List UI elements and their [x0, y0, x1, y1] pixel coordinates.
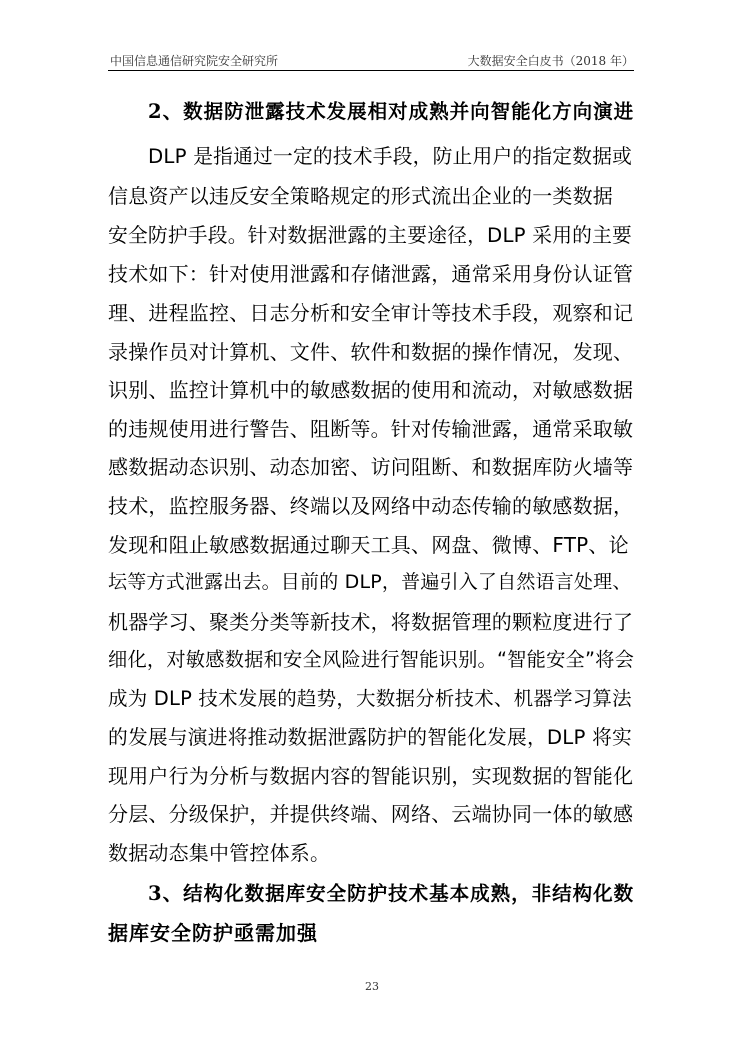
paragraph-line: 坛等方式泄露出去。目前的 DLP，普遍引入了自然语言处理、: [108, 571, 632, 593]
paragraph-line: 理、进程监控、日志分析和安全审计等技术手段，观察和记: [108, 301, 634, 325]
page-number: 23: [365, 980, 379, 993]
header-document-title: 大数据安全白皮书（2018 年）: [467, 54, 634, 68]
section-3-heading-line-2: 据库安全防护亟需加强: [108, 921, 318, 945]
section-3-heading-line-1: 3、结构化数据库安全防护技术基本成熟，非结构化数: [148, 882, 635, 905]
paragraph-line: 信息资产以违反安全策略规定的形式流出企业的一类数据: [108, 184, 613, 208]
paragraph-line: 技术，监控服务器、终端以及网络中动态传输的敏感数据，: [108, 494, 634, 518]
paragraph-line: 成为 DLP 技术发展的趋势，大数据分析技术、机器学习算法: [108, 687, 632, 710]
paragraph-line: 的违规使用进行警告、阻断等。针对传输泄露，通常采取敏: [108, 417, 634, 441]
paragraph-line: 感数据动态识别、动态加密、访问阻断、和数据库防火墙等: [108, 455, 634, 479]
paragraph-line: 安全防护手段。针对数据泄露的主要途径，DLP 采用的主要: [108, 224, 633, 247]
paragraph-line: 机器学习、聚类分类等新技术，将数据管理的颗粒度进行了: [108, 610, 634, 634]
section-2-heading: 2、数据防泄露技术发展相对成熟并向智能化方向演进: [148, 100, 635, 123]
paragraph-line: 数据动态集中管控体系。: [108, 841, 331, 865]
paragraph-line: 发现和阻止敏感数据通过聊天工具、网盘、微博、FTP、论: [108, 533, 629, 557]
header-institute: 中国信息通信研究院安全研究所: [110, 54, 279, 68]
paragraph-line: DLP 是指通过一定的技术手段，防止用户的指定数据或: [148, 145, 633, 168]
paragraph-line: 分层、分级保护，并提供终端、网络、云端协同一体的敏感: [108, 802, 634, 826]
paragraph-line: 细化，对敏感数据和安全风险进行智能识别。“智能安全”将会: [108, 648, 635, 671]
paragraph-line: 现用户行为分析与数据内容的智能识别，实现数据的智能化: [108, 764, 634, 788]
paragraph-line: 识别、监控计算机中的敏感数据的使用和流动，对敏感数据: [108, 378, 634, 402]
paragraph-line: 技术如下：针对使用泄露和存储泄露，通常采用身份认证管: [108, 262, 634, 286]
page-header: [108, 48, 634, 71]
paragraph-line: 录操作员对计算机、文件、软件和数据的操作情况，发现、: [108, 340, 634, 364]
paragraph-line: 的发展与演进将推动数据泄露防护的智能化发展，DLP 将实: [108, 726, 633, 749]
